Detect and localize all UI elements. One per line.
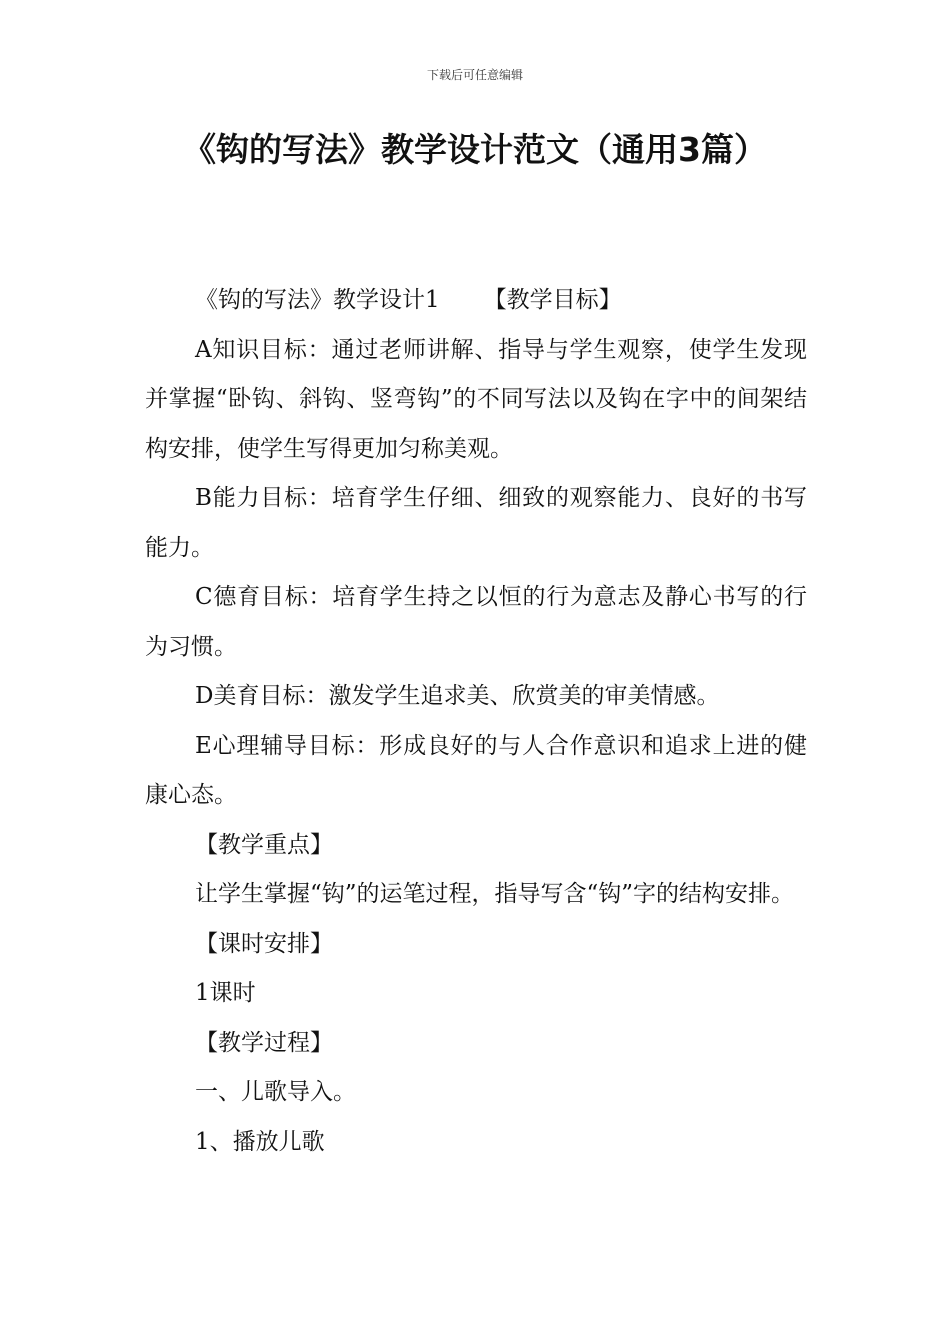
process-heading: 【教学过程】 <box>195 1029 333 1056</box>
schedule-text: 1课时 <box>195 980 256 1006</box>
paragraph-moral-objective: C德育目标：培育学生持之以恒的行为意志及静心书写的行为习惯。 <box>145 584 807 660</box>
schedule-heading: 【课时安排】 <box>195 930 333 957</box>
key-points-text: 让学生掌握“钩”的运笔过程，指导写含“钩”字的结构安排。 <box>195 881 795 907</box>
paragraph-psychology-objective: E心理辅导目标：形成良好的与人合作意识和追求上进的健康心态。 <box>145 732 807 808</box>
process-step-1-1: 1、播放儿歌 <box>195 1128 325 1155</box>
section-heading-line <box>145 276 807 326</box>
key-points-heading: 【教学重点】 <box>195 831 333 858</box>
document-body <box>145 276 807 1167</box>
paragraph-ability-objective: B能力目标：培育学生仔细、细致的观察能力、良好的书写能力。 <box>145 485 807 561</box>
process-step-1: 一、儿歌导入。 <box>195 1079 356 1105</box>
paragraph-aesthetic-objective: D美育目标：激发学生追求美、欣赏美的审美情感。 <box>195 683 720 709</box>
document-title: 《钩的写法》教学设计范文（通用3篇） <box>183 130 767 169</box>
paragraph-knowledge-objective: A知识目标：通过老师讲解、指导与学生观察，使学生发现并掌握“卧钩、斜钩、竖弯钩”的不同写法以及钩在字中的间架结构安排，使学生写得更加匀称美观。 <box>145 336 807 462</box>
section-title: 《钩的写法》教学设计1 <box>195 287 440 313</box>
header-note: 下载后可任意编辑 <box>426 68 523 82</box>
objectives-heading: 【教学目标】 <box>483 287 622 313</box>
